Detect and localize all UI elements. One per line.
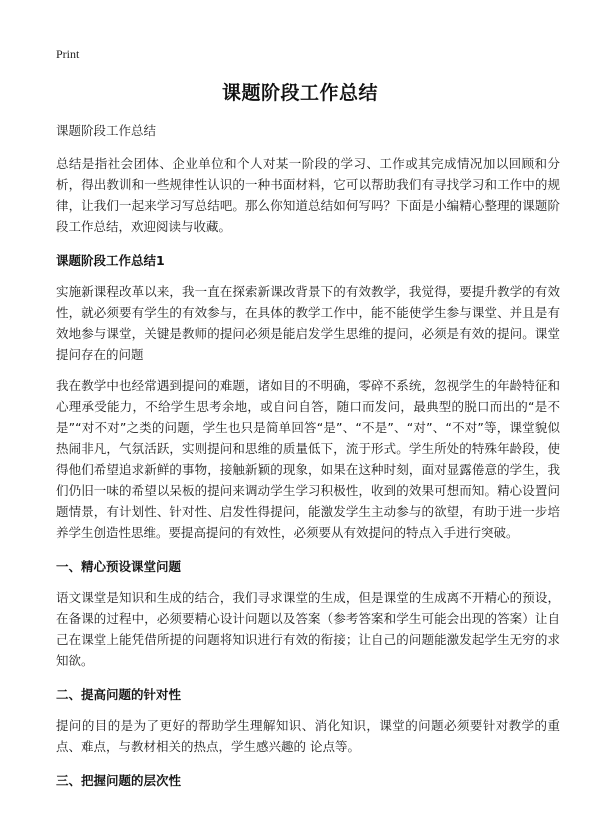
section-heading-summary-1: 课题阶段工作总结1 [56,253,165,268]
paragraph-3: 语文课堂是知识和生成的结合，我们寻求课堂的生成，但是课堂的生成离不开精心的预设，在备课的过程中，必须要精心设计问题以及答案（参考答案和学生可能会出现的答案）让自己在课堂上能凭借所提的问题将知识进行有效的衔接；让自己的问题能激发起学生无穷的求知欲。 [56,590,560,668]
section-heading-targeting: 二、提高问题的针对性 [56,687,182,702]
document-body [56,122,560,801]
paragraph-4: 提问的目的是为了更好的帮助学生理解知识、消化知识，课堂的问题必须要针对教学的重点、难点，与教材相关的热点，学生感兴趣的 论点等。 [56,718,560,754]
print-link[interactable]: Print [56,47,80,61]
intro-paragraph: 总结是指社会团体、企业单位和个人对某一阶段的学习、工作或其完成情况加以回顾和分析，得出教训和一些规律性认识的一种书面材料，它可以帮助我们有寻找学习和工作中的规律，让我们一起来学习写总结吧。那么你知道总结如何写吗？下面是小编精心整理的课题阶段工作总结，欢迎阅读与收藏。 [56,156,560,234]
paragraph-2: 我在教学中也经常遇到提问的难题，诸如目的不明确，零碎不系统，忽视学生的年龄特征和心理承受能力，不给学生思考余地，或自问自答，随口而发问，最典型的脱口而出的“是不是”“对不对”之类的问题，学生也只是简单回答“是”、“不是”、“对”、“不对”等，课堂貌似热闹非凡，气氛活跃，实则提问和思维的质量低下，流于形式。学生所处的特殊年龄段，使得他们希望追求新鲜的事物，接触新颖的现象，如果在这种时刻，面对显露倦意的学生，我们仍旧一味的希望以呆板的提问来调动学生学习积极性，收到的效果可想而知。精心设置问题情景，有计划性、针对性、启发性得提问，能激发学生主动参与的欲望，有助于进一步培养学生创造性思维。要提高提问的有效性，必须要从有效提问的特点入手进行突破。 [56,378,560,540]
section-heading-hierarchy: 三、把握问题的层次性 [56,773,182,788]
section-heading-preset-questions: 一、精心预设课堂问题 [56,559,182,574]
document-subtitle: 课题阶段工作总结 [56,123,157,138]
paragraph-1: 实施新课程改革以来，我一直在探索新课改背景下的有效教学，我觉得，要提升教学的有效性，就必须要有学生的有效参与，在具体的教学工作中，能不能使学生参与课堂、并且是有效地参与课堂，关键是教师的提问必须是能启发学生思维的提问，必须是有效的提问。课堂提问存在的问题 [56,284,560,362]
page-title: 课题阶段工作总结 [221,82,378,104]
